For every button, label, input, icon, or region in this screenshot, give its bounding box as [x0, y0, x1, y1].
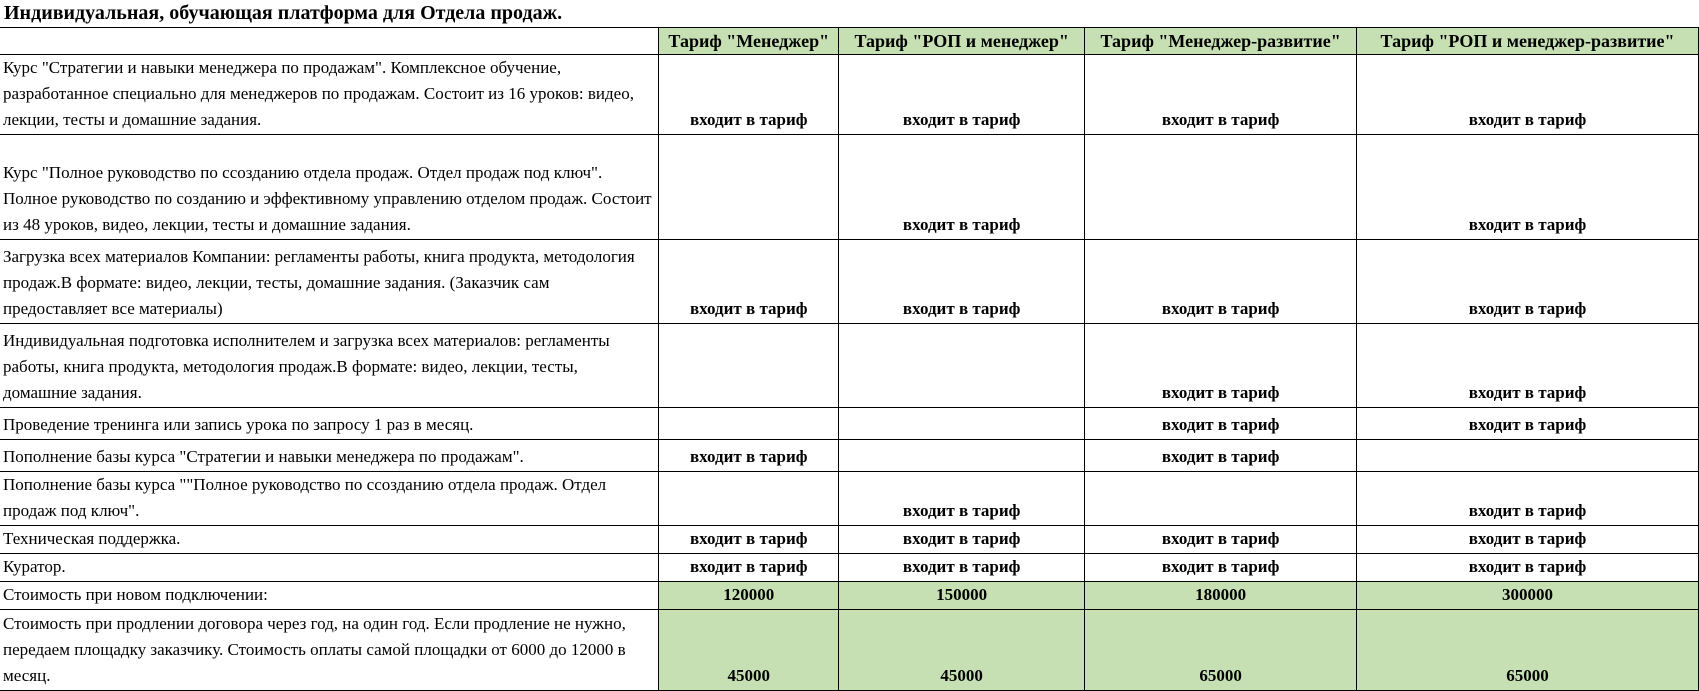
empty-cell[interactable] [1085, 0, 1357, 28]
tariff-header-manager-development[interactable]: Тариф "Менеджер-развитие" [1085, 28, 1357, 55]
price-value-cell[interactable]: 65000 [1357, 610, 1699, 691]
feature-description-cell[interactable]: Куратор. [0, 554, 659, 582]
included-mark-cell[interactable]: входит в тариф [1357, 240, 1699, 324]
price-value-cell[interactable]: 45000 [839, 610, 1085, 691]
feature-description-cell[interactable]: Проведение тренинга или запись урока по запросу 1 раз в месяц. [0, 408, 659, 440]
feature-description-cell[interactable]: Техническая поддержка. [0, 526, 659, 554]
empty-cell[interactable] [1085, 472, 1357, 526]
empty-cell[interactable] [0, 28, 659, 55]
price-value-cell[interactable]: 65000 [1085, 610, 1357, 691]
included-mark-cell[interactable]: входит в тариф [1085, 440, 1357, 472]
price-value-cell[interactable]: 45000 [659, 610, 839, 691]
included-mark-cell[interactable]: входит в тариф [839, 472, 1085, 526]
included-mark-cell[interactable]: входит в тариф [659, 55, 839, 135]
included-mark-cell[interactable]: входит в тариф [1085, 240, 1357, 324]
empty-cell[interactable] [839, 324, 1085, 408]
price-renewal-row [0, 610, 1699, 691]
included-mark-cell[interactable]: входит в тариф [1085, 324, 1357, 408]
empty-cell[interactable] [839, 0, 1085, 28]
empty-cell[interactable] [839, 408, 1085, 440]
included-mark-cell[interactable]: входит в тариф [1085, 554, 1357, 582]
price-label-cell[interactable]: Стоимость при продлении договора через год, на один год. Если продление не нужно, передаем площадку заказчику. Стоимость оплаты самой площадки от 6000 до 12000 в месяц. [0, 610, 659, 691]
feature-description-cell[interactable]: Пополнение базы курса ""Полное руководство по ссозданию отдела продаж. Отдел продаж под ключ". [0, 472, 659, 526]
feature-row [0, 135, 1699, 240]
empty-cell[interactable] [659, 135, 839, 240]
feature-description-cell[interactable]: Индивидуальная подготовка исполнителем и загрузка всех материалов: регламенты работы, книга продукта, методология продаж.В формате: видео, лекции, тесты, домашние задания. [0, 324, 659, 408]
price-new-row [0, 582, 1699, 610]
price-value-cell[interactable]: 150000 [839, 582, 1085, 610]
included-mark-cell[interactable]: входит в тариф [1357, 135, 1699, 240]
empty-cell[interactable] [1085, 135, 1357, 240]
empty-cell[interactable] [1357, 440, 1699, 472]
included-mark-cell[interactable]: входит в тариф [1085, 408, 1357, 440]
included-mark-cell[interactable]: входит в тариф [1357, 408, 1699, 440]
included-mark-cell[interactable]: входит в тариф [839, 240, 1085, 324]
title-row [0, 0, 1699, 28]
tariff-header-rop-manager[interactable]: Тариф "РОП и менеджер" [839, 28, 1085, 55]
price-value-cell[interactable]: 120000 [659, 582, 839, 610]
feature-description-cell[interactable]: Курс "Полное руководство по ссозданию отдела продаж. Отдел продаж под ключ". Полное руководство по созданию и эффективному управлению отделом продаж. Состоит из 48 уроков, видео, лекции, тесты и домашние задания. [0, 135, 659, 240]
feature-description-cell[interactable]: Загрузка всех материалов Компании: регламенты работы, книга продукта, методология продаж.В формате: видео, лекции, тесты, домашние задания. (Заказчик сам предоставляет все материалы) [0, 240, 659, 324]
price-value-cell[interactable]: 180000 [1085, 582, 1357, 610]
empty-cell[interactable] [659, 408, 839, 440]
feature-row [0, 408, 1699, 440]
included-mark-cell[interactable]: входит в тариф [659, 240, 839, 324]
tariff-header-rop-manager-development[interactable]: Тариф "РОП и менеджер-развитие" [1357, 28, 1699, 55]
empty-cell[interactable] [839, 440, 1085, 472]
included-mark-cell[interactable]: входит в тариф [659, 554, 839, 582]
included-mark-cell[interactable]: входит в тариф [1357, 526, 1699, 554]
feature-row [0, 440, 1699, 472]
included-mark-cell[interactable]: входит в тариф [839, 55, 1085, 135]
feature-row [0, 55, 1699, 135]
included-mark-cell[interactable]: входит в тариф [839, 135, 1085, 240]
included-mark-cell[interactable]: входит в тариф [1357, 472, 1699, 526]
feature-description-cell[interactable]: Пополнение базы курса "Стратегии и навыки менеджера по продажам". [0, 440, 659, 472]
page-title[interactable]: Индивидуальная, обучающая платформа для Отдела продаж. [0, 0, 659, 28]
price-label-cell[interactable]: Стоимость при новом подключении: [0, 582, 659, 610]
included-mark-cell[interactable]: входит в тариф [659, 526, 839, 554]
included-mark-cell[interactable]: входит в тариф [1085, 526, 1357, 554]
included-mark-cell[interactable]: входит в тариф [1085, 55, 1357, 135]
empty-cell[interactable] [659, 0, 839, 28]
feature-row [0, 240, 1699, 324]
feature-row [0, 324, 1699, 408]
empty-cell[interactable] [659, 324, 839, 408]
included-mark-cell[interactable]: входит в тариф [659, 440, 839, 472]
feature-description-cell[interactable]: Курс "Стратегии и навыки менеджера по продажам". Комплексное обучение, разработанное специально для менеджеров по продажам. Состоит из 16 уроков: видео, лекции, тесты и домашние задания. [0, 55, 659, 135]
feature-row [0, 472, 1699, 526]
tariff-header-row [0, 28, 1699, 55]
feature-row [0, 526, 1699, 554]
included-mark-cell[interactable]: входит в тариф [839, 526, 1085, 554]
empty-cell[interactable] [1357, 0, 1699, 28]
empty-cell[interactable] [659, 472, 839, 526]
included-mark-cell[interactable]: входит в тариф [1357, 554, 1699, 582]
included-mark-cell[interactable]: входит в тариф [1357, 324, 1699, 408]
included-mark-cell[interactable]: входит в тариф [839, 554, 1085, 582]
feature-row [0, 554, 1699, 582]
included-mark-cell[interactable]: входит в тариф [1357, 55, 1699, 135]
price-value-cell[interactable]: 300000 [1357, 582, 1699, 610]
tariff-header-manager[interactable]: Тариф "Менеджер" [659, 28, 839, 55]
